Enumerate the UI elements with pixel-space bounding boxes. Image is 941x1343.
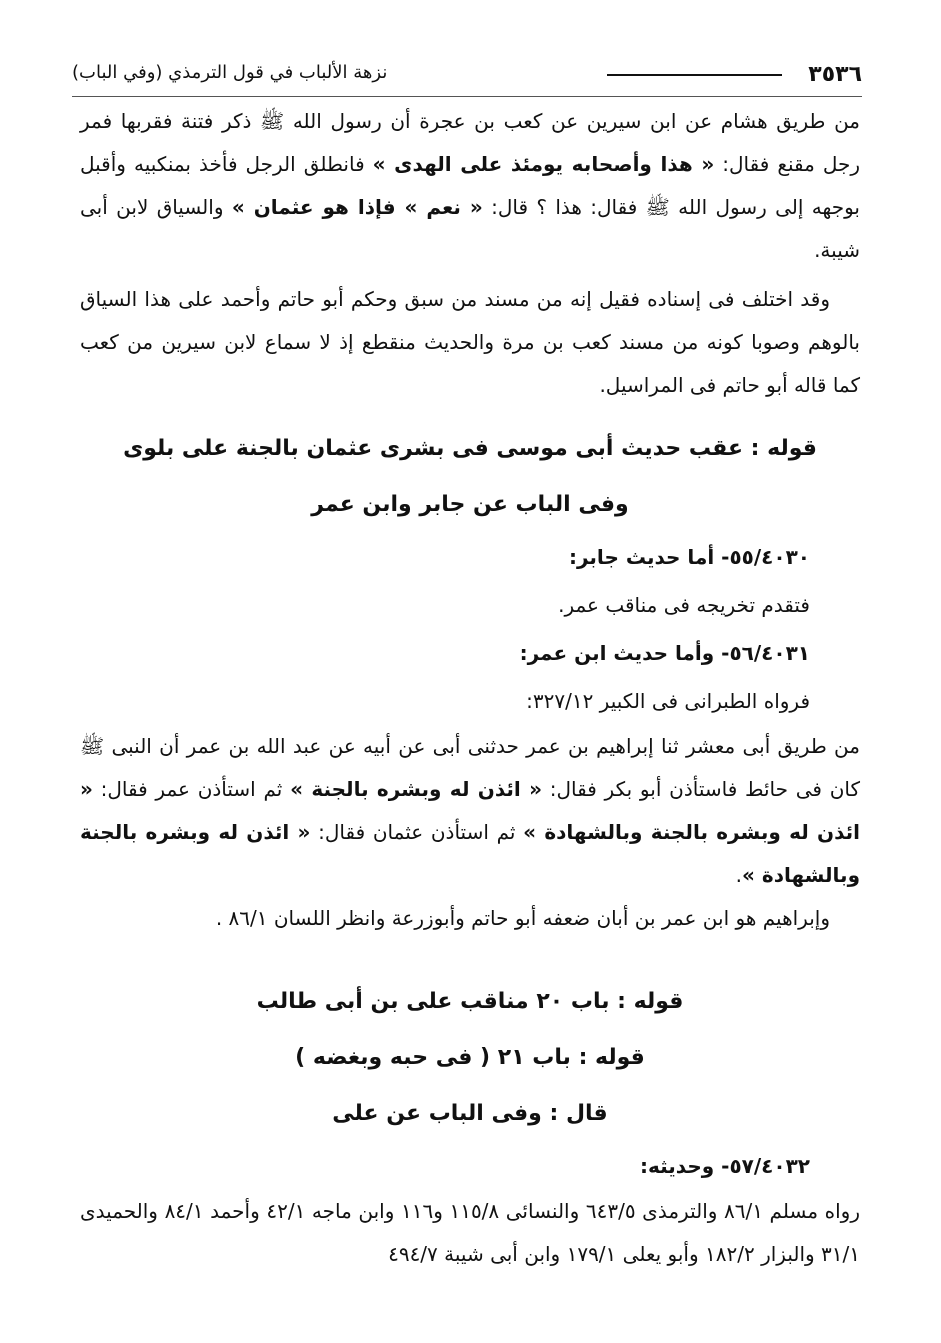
heading-bab-21: قوله : باب ٢١ ( فى حبه وبغضه ) (295, 1045, 645, 1070)
quote-huda: « هذا وأصحابه يومئذ على الهدى » (372, 152, 715, 176)
quote-abubakr: « ائذن له وبشره بالجنة » (290, 777, 543, 801)
page-body (80, 100, 860, 1276)
p1-line1: من طريق هشام عن ابن سيرين عن كعب بن عجرة أن رسول الله ﷺ ذكر فتنة فقربها (120, 109, 861, 133)
p1-line2c: فانطلق الرجل فأخذ بمنكبيه (133, 152, 373, 176)
p1-line4: أبى شيبة. (80, 195, 860, 262)
hadith-55-text: فتقدم تخريجه فى مناقب عمر. (558, 593, 810, 617)
heading-bab-20: قوله : باب ٢٠ مناقب على بن أبى طالب (256, 989, 684, 1014)
quote-uthman: عثمان » (231, 195, 314, 219)
header-rule (607, 74, 782, 76)
quote-naam: « نعم » (404, 195, 483, 219)
hadith-57-heading: ٥٧/٤٠٣٢- وحديثه: (639, 1154, 810, 1178)
quote-umar: « ائذن له وبشره بالجنة وبالشهادة » (80, 777, 860, 844)
hadith-55-heading: ٥٥/٤٠٣٠- أما حديث جابر: (568, 545, 810, 569)
hadith-56-heading: ٥٦/٤٠٣١- وأما حديث ابن عمر: (519, 641, 810, 665)
paragraph-5: رواه مسلم ٨٦/١ والترمذى ٦٤٣/٥ والنسائى ١١٥/٨ و١١٦ وابن ماجه ٤٢/١ وأحمد ٨٤/١ والحميدى ٣١/١ والبزار ١٨٢/٢ وأبو يعلى ١٧٩/١ وابن أبى شيبة ٤٩٤/٧ (80, 1199, 860, 1266)
header-divider (72, 96, 862, 97)
paragraph-4: وإبراهيم هو ابن عمر بن أبان ضعفه أبو حاتم وأبوزرعة وانظر اللسان ٨٦/١ . (215, 906, 830, 930)
heading-bishara-line1: قوله : عقب حديث أبى موسى فى بشرى عثمان بالجنة على بلوى (123, 436, 817, 461)
heading-wa-fil-bab: قال : وفى الباب عن على (332, 1101, 608, 1126)
p1-line3a: وأقبل بوجهه إلى رسول الله ﷺ فقال: هذا ؟ قال: (80, 152, 860, 219)
quote-uthman-2: « ائذن له وبشره بالجنة وبالشهادة » (80, 820, 860, 887)
p3-c: ثم استأذن عمر فقال: (92, 777, 291, 801)
paragraph-3 (80, 725, 860, 897)
p3-a: من طريق أبى معشر ثنا إبراهيم بن عمر حدثنى أبى عن أبيه عن عبد الله بن عمر أن النبى ﷺ كان فى حائط فاستأذن أبو بكر فقال: (80, 734, 861, 801)
hadith-56-text: فرواه الطبرانى فى الكبير ٣٢٧/١٢: (526, 689, 810, 713)
p3-g: . (735, 863, 743, 887)
p3-e: ثم استأذن عثمان فقال: (310, 820, 524, 844)
running-title: نزهة الألباب في قول الترمذي (وفي الباب) (72, 62, 388, 83)
heading-bishara-line2: وفى الباب عن جابر وابن عمر (311, 492, 629, 517)
page-number: ٣٥٣٦ (808, 62, 862, 87)
paragraph-2: وقد اختلف فى إسناده فقيل إنه من مسند من سبق وحكم أبو حاتم وأحمد على هذا السياق بالوهم وصوبا كونه من مسند كعب بن مرة والحديث منقطع إذ لا سماع لابن سيرين من كعب كما قاله أبو حاتم فى المراسيل. (80, 287, 860, 397)
paragraph-1 (80, 100, 860, 272)
p1-line2a: فمر رجل مقنع فقال: (80, 109, 861, 176)
p1-line3e: والسياق لابن (116, 195, 232, 219)
running-header (72, 58, 862, 94)
p1-line3c: فإذا هو (313, 195, 405, 219)
